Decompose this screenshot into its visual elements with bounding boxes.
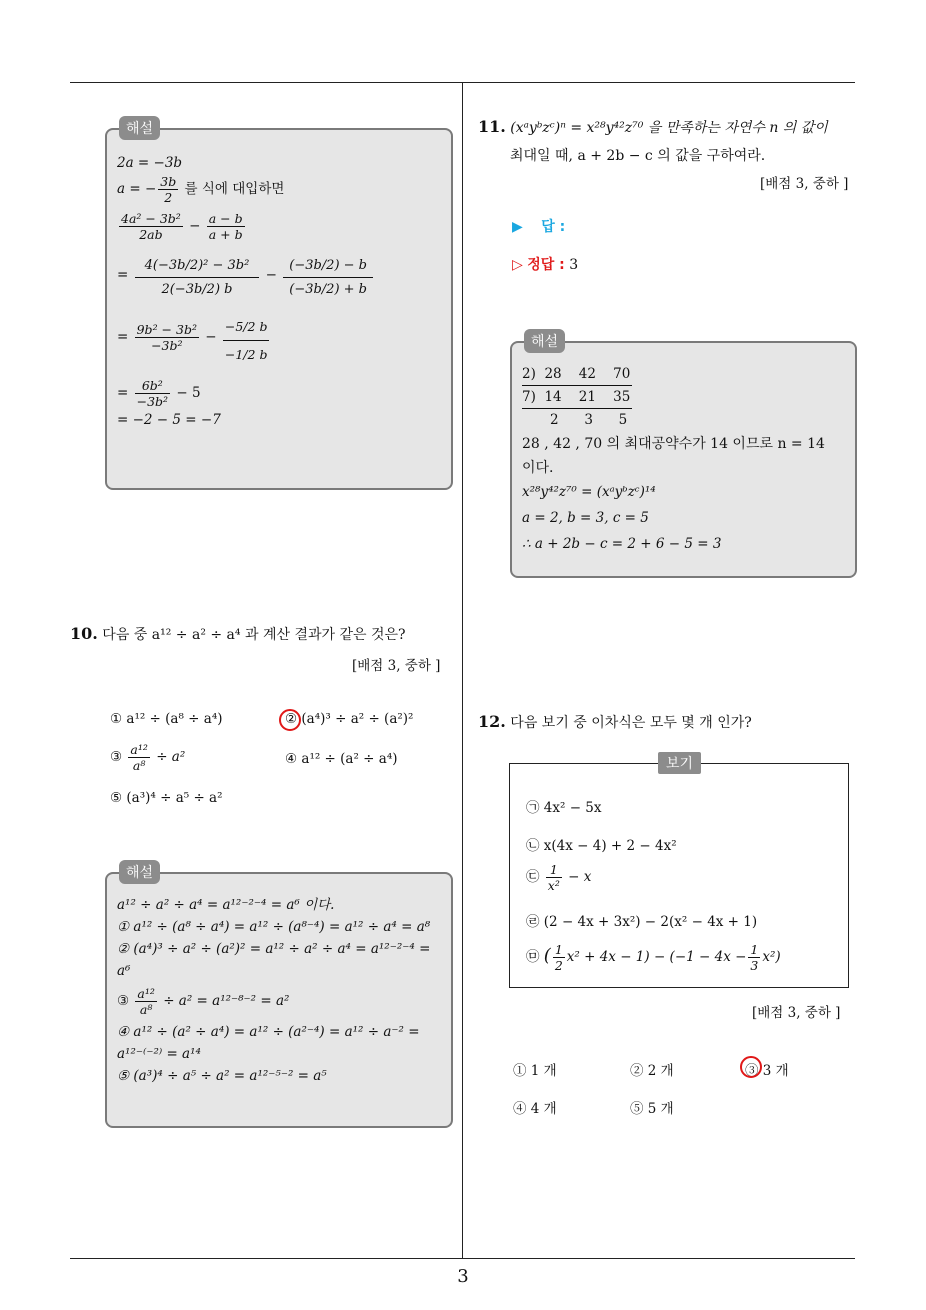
solution-tab: 해설 <box>119 860 160 884</box>
q10-sol-line5: ③ $\frac{\text{a¹²}}{\text{a⁸}}$ ÷ a² = a¹²⁻⁸⁻² = a² <box>117 986 290 1017</box>
solution-tab: 해설 <box>119 116 160 140</box>
q12-score: [배점 3, 중하 ] <box>752 1005 841 1021</box>
q11-sol-line7: a = 2, b = 3, c = 5 <box>522 510 649 526</box>
selected-answer-circle <box>740 1056 762 1078</box>
q10-sol-line8: ⑤ (a³)⁴ ÷ a⁵ ÷ a² = a¹²⁻⁵⁻² = a⁵ <box>117 1068 327 1084</box>
q12-choice-3[interactable]: ③ 3 개 <box>745 1063 789 1079</box>
column-divider <box>462 82 463 1258</box>
q9-sol-line4: = $\frac{\text{4(−3b/2)² − 3b²}}{2(-3b/2) b}$ − $\frac{(-3b/2) - b}{(-3b/2) + b}$ <box>117 254 441 297</box>
q9-sol-line6: = $\frac{\text{6b²}}{\text{−3b²}}$ − 5 <box>117 378 201 409</box>
q11-div-line2: 7) 14 21 35 <box>522 386 632 409</box>
q9-sol-line1: 2a = −3b <box>117 155 183 171</box>
q10-choice-2[interactable]: ② (a⁴)³ ÷ a² ÷ (a²)² <box>285 711 414 727</box>
q11-solution-box <box>510 334 857 578</box>
q11-sol-line5: 이다. <box>522 460 554 476</box>
q10-choice-3[interactable]: ③ $\frac{\text{a¹²}}{\text{a⁸}}$ ÷ a² <box>110 742 186 773</box>
q10-sol-line1: a¹² ÷ a² ÷ a⁴ = a¹²⁻²⁻⁴ = a⁶ 이다. <box>117 897 335 913</box>
q10-question: 10. 다음 중 a¹² ÷ a² ÷ a⁴ 과 계산 결과가 같은 것은? <box>70 624 406 643</box>
outline-arrow-icon: ▷ <box>512 257 523 273</box>
q10-sol-line6: ④ a¹² ÷ (a² ÷ a⁴) = a¹² ÷ (a²⁻⁴) = a¹² ÷ a⁻² = <box>117 1024 420 1040</box>
q11-sol-line8: ∴ a + 2b − c = 2 + 6 − 5 = 3 <box>522 536 722 552</box>
q11-correct-row <box>512 254 578 274</box>
q9-sol-line7: = −2 − 5 = −7 <box>117 412 221 428</box>
q11-sol-line4: 28 , 42 , 70 의 최대공약수가 14 이므로 n = 14 <box>522 436 825 452</box>
q9-sol-line3: $\frac{\text{4a² − 3b²}}{2ab}$ − $\frac{a - b}{a + b}$ <box>121 211 243 242</box>
q10-sol-line3: ② (a⁴)³ ÷ a² ÷ (a²)² = a¹² ÷ a² ÷ a⁴ = a¹²⁻²⁻⁴ = <box>117 941 431 957</box>
q9-sol-line2: a = − $\frac{3b}{2}$ 를 식에 대입하면 <box>117 174 285 205</box>
bogi-item-4: ㉣ (2 − 4x + 3x²) − 2(x² − 4x + 1) <box>526 914 758 930</box>
bogi-item-2: ㉡ x(4x − 4) + 2 − 4x² <box>526 838 677 854</box>
q11-question-line2: 최대일 때, a + 2b − c 의 값을 구하여라. <box>510 148 766 164</box>
bogi-item-1: ㉠ 4x² − 5x <box>526 800 602 816</box>
q10-score: [배점 3, 중하 ] <box>352 658 441 674</box>
q12-choice-4[interactable]: ④ 4 개 <box>513 1101 557 1117</box>
correct-label: 정답 : <box>527 257 565 273</box>
q11-div-line1: 2) 28 42 70 <box>522 363 632 386</box>
page-number: 3 <box>457 1266 469 1287</box>
q11-question: 11. (xᵃyᵇzᶜ)ⁿ = x²⁸y⁴²z⁷⁰ 을 만족하는 자연수 n 의 값이 <box>478 117 828 136</box>
answer-label: 답 : <box>541 219 566 235</box>
q10-sol-line4: a⁶ <box>117 963 131 979</box>
q10-sol-line2: ① a¹² ÷ (a⁸ ÷ a⁴) = a¹² ÷ (a⁸⁻⁴) = a¹² ÷ a⁴ = a⁸ <box>117 919 431 935</box>
bogi-box <box>509 756 849 988</box>
solution-tab: 해설 <box>524 329 565 353</box>
q12-choice-5[interactable]: ⑤ 5 개 <box>630 1101 674 1117</box>
q9-sol-line5: = $\frac{\text{9b² − 3b²}}{\text{−3b²}}$ − $\frac{-5/2 b}{-1/2 b}$ <box>117 313 441 362</box>
bogi-tab: 보기 <box>658 752 701 774</box>
correct-value: 3 <box>569 257 579 273</box>
q10-solution-box <box>105 865 453 1128</box>
q10-choice-1[interactable]: ① a¹² ÷ (a⁸ ÷ a⁴) <box>110 711 223 727</box>
play-arrow-icon: ▶ <box>512 219 523 235</box>
bogi-item-5: ㉤ ( $\frac{1}{2}$ x² + 4x − 1) − (−1 − 4x − $\frac{1}{3}$ x²) <box>526 942 781 973</box>
q12-question: 12. 다음 보기 중 이차식은 모두 몇 개 인가? <box>478 712 752 731</box>
bottom-rule <box>70 1258 855 1259</box>
q11-div-line3: 2 3 5 <box>550 412 628 428</box>
q11-score: [배점 3, 중하 ] <box>760 176 849 192</box>
bogi-item-3: ㉢ $\frac{1}{\text{x²}}$ − x <box>526 862 592 893</box>
q11-sol-line6: x²⁸y⁴²z⁷⁰ = (xᵃyᵇzᶜ)¹⁴ <box>522 484 656 500</box>
selected-answer-circle <box>279 709 301 731</box>
q12-choice-2[interactable]: ② 2 개 <box>630 1063 674 1079</box>
q12-choice-1[interactable]: ① 1 개 <box>513 1063 557 1079</box>
q11-answer-row[interactable] <box>512 216 565 236</box>
q10-choice-5[interactable]: ⑤ (a³)⁴ ÷ a⁵ ÷ a² <box>110 790 223 806</box>
q9-solution-box <box>105 121 453 490</box>
q10-choice-4[interactable]: ④ a¹² ÷ (a² ÷ a⁴) <box>285 751 398 767</box>
q10-sol-line7: a¹²⁻⁽⁻²⁾ = a¹⁴ <box>117 1046 201 1062</box>
